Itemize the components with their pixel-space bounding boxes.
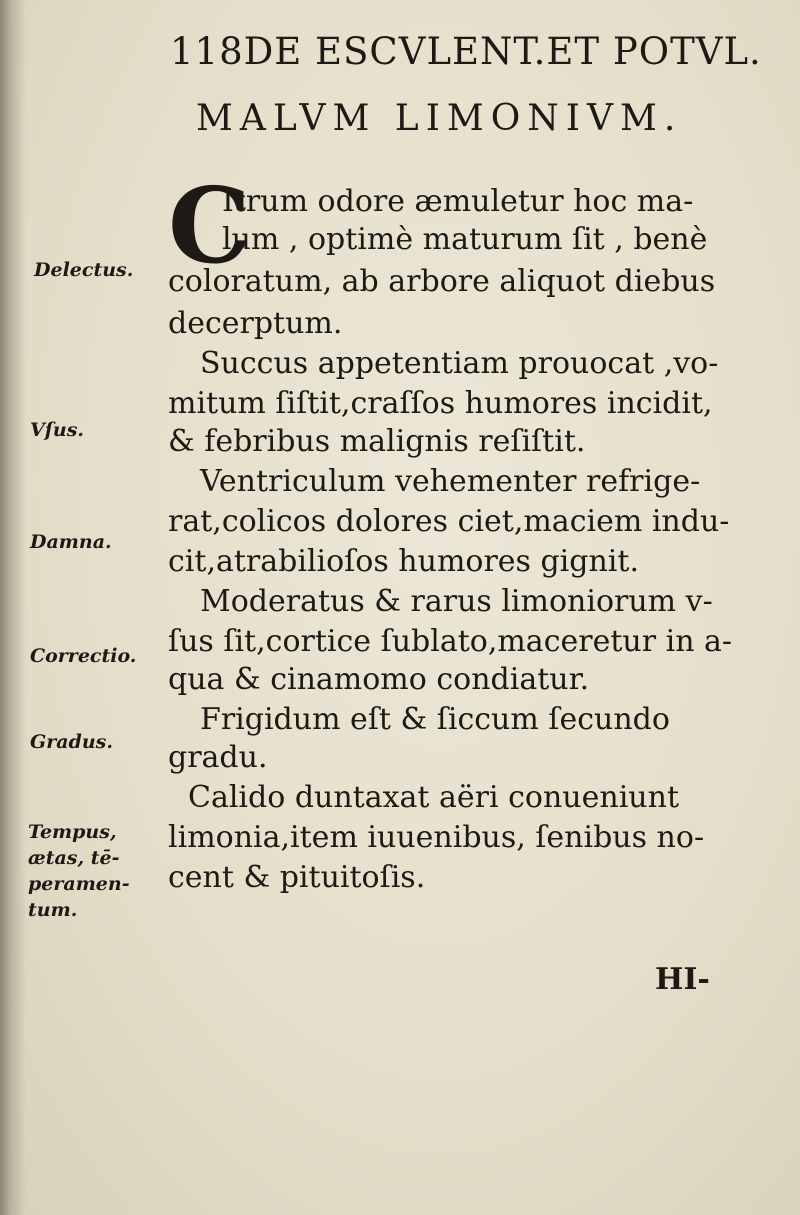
- margin-note-tempus: Tempus,: [28, 821, 117, 843]
- running-head: 118DE ESCVLENT.ET POTVL.: [170, 30, 762, 73]
- margin-note-peramen: peramen-: [28, 873, 130, 895]
- text-line: Calido duntaxat aëri conueniunt: [188, 780, 680, 815]
- text-line: coloratum, ab arbore aliquot diebus: [168, 264, 716, 299]
- margin-note-gradus: Gradus.: [30, 731, 113, 753]
- text-line: qua & cinamomo condiatur.: [168, 662, 590, 697]
- text-line: decerptum.: [168, 306, 343, 341]
- text-line: gradu.: [168, 740, 268, 775]
- margin-note-aetas: ætas, tē-: [28, 847, 120, 869]
- text-line: Frigidum eſt & ſiccum ſecundo: [200, 702, 670, 737]
- drop-capital: C: [168, 164, 251, 287]
- text-line: mitum ſiſtit,craſſos humores incidit,: [168, 386, 713, 421]
- section-title: MALVM LIMONIVM.: [196, 98, 683, 139]
- text-line: Ventriculum vehementer refrige-: [200, 464, 701, 499]
- catchword: HI-: [655, 962, 710, 997]
- margin-note-damna: Damna.: [30, 531, 112, 553]
- text-line: cent & pituitoſis.: [168, 860, 426, 895]
- text-line: limonia,item iuuenibus, ſenibus no-: [168, 820, 705, 855]
- margin-note-tum: tum.: [28, 899, 78, 921]
- text-line: ſus ſit,cortice ſublato,maceretur in a-: [168, 624, 733, 659]
- binding-gutter: [0, 0, 26, 1215]
- margin-note-usus: Vſus.: [30, 419, 85, 441]
- text-line: lum , optimè maturum ſit , benè: [222, 222, 708, 257]
- margin-note-correctio: Correctio.: [30, 645, 137, 667]
- text-line: & febribus malignis reſiſtit.: [168, 424, 586, 459]
- text-line: Succus appetentiam prouocat ,vo-: [200, 346, 719, 381]
- text-line: cit,atrabilioſos humores gignit.: [168, 544, 639, 579]
- text-line: Itrum odore æmuletur hoc ma-: [222, 184, 694, 219]
- text-line: rat,colicos dolores ciet,maciem indu-: [168, 504, 730, 539]
- margin-note-delectus: Delectus.: [34, 259, 134, 281]
- text-line: Moderatus & rarus limoniorum v-: [200, 584, 713, 619]
